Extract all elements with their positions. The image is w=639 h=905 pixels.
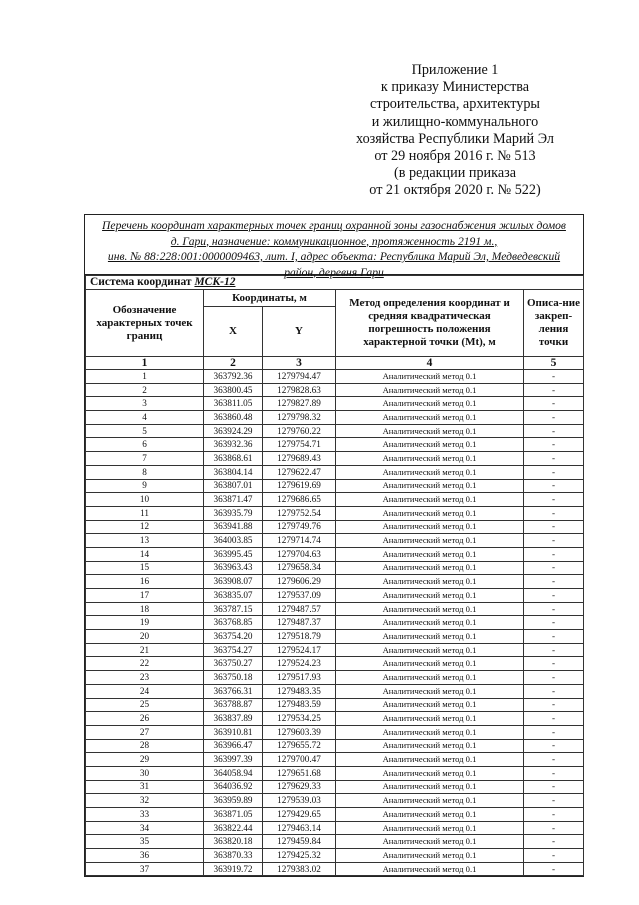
cell-y: 1279686.65 [263,493,336,507]
cell-point: 17 [86,589,204,603]
cell-method: Аналитический метод 0.1 [336,862,524,876]
cell-method: Аналитический метод 0.1 [336,397,524,411]
table-row [86,766,584,780]
cell-x: 363959.89 [204,794,263,808]
cell-method: Аналитический метод 0.1 [336,520,524,534]
cell-point: 32 [86,794,204,808]
cell-y: 1279651.68 [263,766,336,780]
caption-line: Перечень координат характерных точек границ охранной зоны газоснабжения жилых домов [102,219,566,232]
cell-method: Аналитический метод 0.1 [336,547,524,561]
cell-method: Аналитический метод 0.1 [336,808,524,822]
cell-point: 31 [86,780,204,794]
cell-description: - [524,547,584,561]
cell-y: 1279752.54 [263,506,336,520]
cell-description: - [524,794,584,808]
table-row [86,534,584,548]
cell-x: 363800.45 [204,383,263,397]
cell-y: 1279517.93 [263,671,336,685]
cell-description: - [524,602,584,616]
cell-y: 1279704.63 [263,547,336,561]
cell-point: 4 [86,411,204,425]
cell-x: 363754.27 [204,643,263,657]
table-row [86,589,584,603]
table-row [86,849,584,863]
coordinate-system-name: МСК-12 [194,276,236,288]
cell-x: 363966.47 [204,739,263,753]
cell-point: 7 [86,452,204,466]
cell-y: 1279794.47 [263,370,336,384]
cell-description: - [524,370,584,384]
cell-point: 37 [86,862,204,876]
cell-x: 363787.15 [204,602,263,616]
appendix-line: Приложение 1 [411,62,499,78]
cell-point: 2 [86,383,204,397]
column-number: 1 [86,357,204,370]
cell-description: - [524,780,584,794]
cell-x: 363811.05 [204,397,263,411]
cell-x: 363750.18 [204,671,263,685]
cell-y: 1279603.39 [263,725,336,739]
caption-line: инв. № 88:228:001:0000009463, лит. I, адрес объекта: Республика Марий Эл, Медведевский [107,250,561,263]
table-row [86,643,584,657]
table-row [86,547,584,561]
table-row [86,780,584,794]
cell-description: - [524,506,584,520]
table-row [86,630,584,644]
appendix-line: (в редакции приказа [393,165,517,182]
cell-x: 363868.61 [204,452,263,466]
cell-point: 28 [86,739,204,753]
table-row [86,452,584,466]
header-point: Обозначение характерных точек границ [86,290,204,357]
table-row [86,712,584,726]
header-coordinates: Координаты, м [204,290,336,307]
table-row [86,411,584,425]
cell-point: 12 [86,520,204,534]
appendix-line: хозяйства Республики Марий Эл [356,130,554,147]
cell-point: 29 [86,753,204,767]
cell-y: 1279658.34 [263,561,336,575]
appendix-line: и жилищно-коммунального [371,113,539,130]
cell-point: 20 [86,630,204,644]
table-row [86,739,584,753]
cell-x: 364058.94 [204,766,263,780]
cell-point: 5 [86,424,204,438]
coordinate-system-label: Система координат [90,276,195,288]
cell-method: Аналитический метод 0.1 [336,589,524,603]
header-x: X [204,307,263,357]
table-row [86,383,584,397]
table-row [86,808,584,822]
table-row [86,821,584,835]
cell-y: 1279827.89 [263,397,336,411]
table-body [86,370,584,876]
table-row [86,794,584,808]
cell-method: Аналитический метод 0.1 [336,698,524,712]
cell-point: 14 [86,547,204,561]
cell-description: - [524,520,584,534]
cell-method: Аналитический метод 0.1 [336,438,524,452]
cell-y: 1279537.09 [263,589,336,603]
cell-x: 363766.31 [204,684,263,698]
cell-x: 363871.47 [204,493,263,507]
coordinates-table [85,275,584,876]
table-row [86,424,584,438]
cell-point: 15 [86,561,204,575]
cell-method: Аналитический метод 0.1 [336,821,524,835]
cell-x: 363860.48 [204,411,263,425]
cell-method: Аналитический метод 0.1 [336,493,524,507]
cell-method: Аналитический метод 0.1 [336,506,524,520]
cell-x: 363822.44 [204,821,263,835]
cell-point: 30 [86,766,204,780]
cell-y: 1279483.35 [263,684,336,698]
cell-y: 1279619.69 [263,479,336,493]
cell-y: 1279606.29 [263,575,336,589]
table-caption [85,215,583,279]
cell-description: - [524,657,584,671]
cell-y: 1279714.74 [263,534,336,548]
appendix-heading [330,62,580,200]
table-row [86,575,584,589]
cell-point: 33 [86,808,204,822]
cell-description: - [524,739,584,753]
table-row [86,698,584,712]
cell-point: 13 [86,534,204,548]
cell-method: Аналитический метод 0.1 [336,575,524,589]
cell-description: - [524,643,584,657]
cell-y: 1279749.76 [263,520,336,534]
cell-method: Аналитический метод 0.1 [336,452,524,466]
cell-description: - [524,534,584,548]
cell-description: - [524,452,584,466]
cell-method: Аналитический метод 0.1 [336,561,524,575]
table-row [86,602,584,616]
appendix-line: к приказу Министерства [380,79,530,96]
cell-x: 363804.14 [204,465,263,479]
cell-description: - [524,630,584,644]
cell-y: 1279754.71 [263,438,336,452]
cell-method: Аналитический метод 0.1 [336,753,524,767]
column-number: 4 [336,357,524,370]
cell-description: - [524,479,584,493]
cell-y: 1279483.59 [263,698,336,712]
cell-point: 18 [86,602,204,616]
cell-y: 1279383.02 [263,862,336,876]
cell-method: Аналитический метод 0.1 [336,849,524,863]
cell-y: 1279629.33 [263,780,336,794]
cell-x: 363837.89 [204,712,263,726]
cell-method: Аналитический метод 0.1 [336,383,524,397]
table-row [86,397,584,411]
cell-description: - [524,561,584,575]
cell-point: 34 [86,821,204,835]
cell-method: Аналитический метод 0.1 [336,424,524,438]
cell-point: 24 [86,684,204,698]
cell-y: 1279655.72 [263,739,336,753]
cell-method: Аналитический метод 0.1 [336,684,524,698]
cell-point: 25 [86,698,204,712]
cell-x: 363941.88 [204,520,263,534]
cell-x: 363995.45 [204,547,263,561]
cell-description: - [524,616,584,630]
table-row [86,506,584,520]
cell-point: 35 [86,835,204,849]
cell-point: 19 [86,616,204,630]
cell-method: Аналитический метод 0.1 [336,794,524,808]
appendix-line: строительства, архитектуры [370,96,540,113]
caption-line: д. Гари, назначение: коммуникационное, протяженность 2191 м., [170,234,498,248]
cell-point: 8 [86,465,204,479]
cell-x: 363919.72 [204,862,263,876]
cell-description: - [524,821,584,835]
cell-description: - [524,712,584,726]
cell-y: 1279524.23 [263,657,336,671]
cell-point: 1 [86,370,204,384]
cell-x: 364003.85 [204,534,263,548]
cell-x: 364036.92 [204,780,263,794]
header-y: Y [263,307,336,357]
appendix-line: от 29 ноября 2016 г. № 513 [374,148,536,165]
column-number: 2 [204,357,263,370]
cell-method: Аналитический метод 0.1 [336,739,524,753]
cell-description: - [524,493,584,507]
table-row [86,561,584,575]
cell-description: - [524,424,584,438]
cell-y: 1279518.79 [263,630,336,644]
table-row [86,671,584,685]
cell-description: - [524,849,584,863]
table-row [86,479,584,493]
cell-y: 1279425.32 [263,849,336,863]
table-row [86,438,584,452]
caption-line: район, деревня Гари [284,265,384,279]
table-row [86,725,584,739]
cell-x: 363871.05 [204,808,263,822]
table-row [86,493,584,507]
cell-x: 363997.39 [204,753,263,767]
cell-y: 1279429.65 [263,808,336,822]
header-description: Описа-ние закреп-ления точки [524,290,584,357]
cell-method: Аналитический метод 0.1 [336,602,524,616]
table-row [86,465,584,479]
cell-method: Аналитический метод 0.1 [336,630,524,644]
cell-description: - [524,753,584,767]
cell-point: 26 [86,712,204,726]
cell-description: - [524,397,584,411]
column-number: 3 [263,357,336,370]
table-row [86,657,584,671]
cell-point: 11 [86,506,204,520]
coordinates-frame [84,214,584,877]
cell-y: 1279459.84 [263,835,336,849]
cell-method: Аналитический метод 0.1 [336,479,524,493]
cell-point: 3 [86,397,204,411]
cell-x: 363788.87 [204,698,263,712]
cell-method: Аналитический метод 0.1 [336,835,524,849]
cell-y: 1279760.22 [263,424,336,438]
cell-x: 363935.79 [204,506,263,520]
header-method: Метод определения координат и средняя квадратическая погрешность положения характерной точки (Mt), м [336,290,524,357]
cell-method: Аналитический метод 0.1 [336,671,524,685]
cell-description: - [524,766,584,780]
cell-method: Аналитический метод 0.1 [336,411,524,425]
cell-description: - [524,438,584,452]
cell-y: 1279487.57 [263,602,336,616]
cell-description: - [524,684,584,698]
cell-x: 363750.27 [204,657,263,671]
cell-method: Аналитический метод 0.1 [336,657,524,671]
cell-description: - [524,725,584,739]
cell-x: 363910.81 [204,725,263,739]
cell-point: 16 [86,575,204,589]
table-row [86,616,584,630]
cell-description: - [524,835,584,849]
cell-y: 1279534.25 [263,712,336,726]
cell-description: - [524,411,584,425]
cell-point: 22 [86,657,204,671]
cell-method: Аналитический метод 0.1 [336,534,524,548]
cell-point: 21 [86,643,204,657]
table-row [86,753,584,767]
cell-description: - [524,383,584,397]
cell-method: Аналитический метод 0.1 [336,712,524,726]
cell-x: 363932.36 [204,438,263,452]
cell-y: 1279463.14 [263,821,336,835]
table-header [86,276,584,370]
cell-description: - [524,698,584,712]
cell-description: - [524,671,584,685]
cell-y: 1279539.03 [263,794,336,808]
cell-point: 23 [86,671,204,685]
cell-point: 9 [86,479,204,493]
cell-description: - [524,808,584,822]
cell-x: 363807.01 [204,479,263,493]
cell-x: 363870.33 [204,849,263,863]
cell-x: 363924.29 [204,424,263,438]
cell-point: 27 [86,725,204,739]
cell-x: 363754.20 [204,630,263,644]
cell-method: Аналитический метод 0.1 [336,616,524,630]
cell-y: 1279828.63 [263,383,336,397]
table-row [86,684,584,698]
cell-y: 1279689.43 [263,452,336,466]
cell-description: - [524,589,584,603]
column-number: 5 [524,357,584,370]
cell-method: Аналитический метод 0.1 [336,465,524,479]
cell-point: 10 [86,493,204,507]
cell-y: 1279622.47 [263,465,336,479]
cell-method: Аналитический метод 0.1 [336,725,524,739]
table-row [86,370,584,384]
cell-point: 36 [86,849,204,863]
cell-y: 1279487.37 [263,616,336,630]
table-row [86,520,584,534]
cell-y: 1279798.32 [263,411,336,425]
cell-description: - [524,465,584,479]
cell-y: 1279524.17 [263,643,336,657]
cell-method: Аналитический метод 0.1 [336,643,524,657]
cell-point: 6 [86,438,204,452]
cell-x: 363820.18 [204,835,263,849]
cell-x: 363768.85 [204,616,263,630]
cell-x: 363908.07 [204,575,263,589]
cell-x: 363792.36 [204,370,263,384]
cell-y: 1279700.47 [263,753,336,767]
cell-x: 363963.43 [204,561,263,575]
table-row [86,862,584,876]
cell-method: Аналитический метод 0.1 [336,370,524,384]
cell-method: Аналитический метод 0.1 [336,766,524,780]
cell-description: - [524,862,584,876]
table-row [86,835,584,849]
cell-description: - [524,575,584,589]
appendix-line: от 21 октября 2020 г. № 522) [369,182,541,199]
cell-x: 363835.07 [204,589,263,603]
cell-method: Аналитический метод 0.1 [336,780,524,794]
